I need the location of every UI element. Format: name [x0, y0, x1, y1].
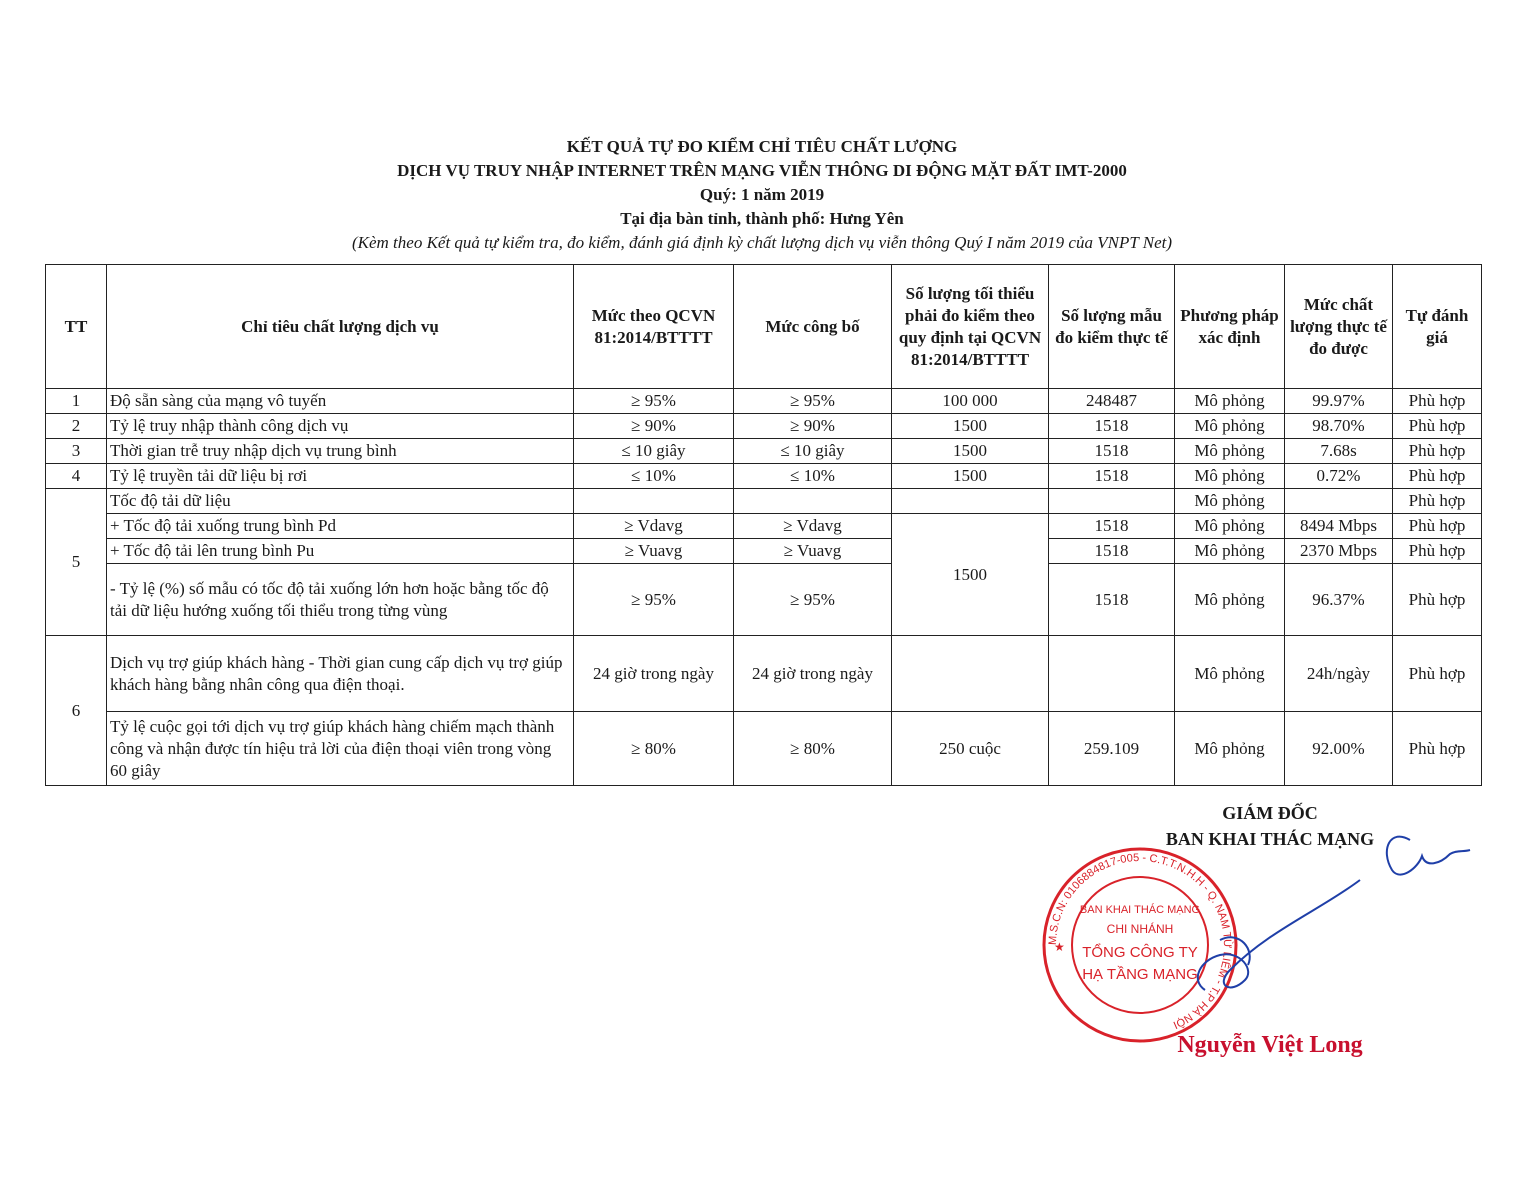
cell-phuong-phap: Mô phỏng	[1175, 414, 1285, 439]
cell-qcvn	[574, 489, 734, 514]
cell-danh-gia: Phù hợp	[1393, 389, 1482, 414]
cell-tt: 1	[46, 389, 107, 414]
cell-qcvn: ≤ 10 giây	[574, 439, 734, 464]
cell-thuc-te: 1518	[1049, 539, 1175, 564]
report-quarter: Quý: 1 năm 2019	[699, 185, 825, 204]
stamp-outer-text: M.S.C.N: 0106884817-005 - C.T.T.N.H.H - Q. NAM TỪ LIÊM - T.P HÀ NỘI	[1046, 851, 1234, 1031]
cell-danh-gia: Phù hợp	[1393, 539, 1482, 564]
cell-chi-tieu: Dịch vụ trợ giúp khách hàng - Thời gian cung cấp dịch vụ trợ giúp khách hàng bằng nhân công qua điện thoại.	[107, 636, 574, 712]
cell-chi-tieu: + Tốc độ tải xuống trung bình Pd	[107, 514, 574, 539]
cell-phuong-phap: Mô phỏng	[1175, 464, 1285, 489]
cell-phuong-phap: Mô phỏng	[1175, 439, 1285, 464]
cell-thuc-te: 248487	[1049, 389, 1175, 414]
col-header-danh-gia: Tự đánh giá	[1393, 265, 1482, 389]
cell-chi-tieu: + Tốc độ tải lên trung bình Pu	[107, 539, 574, 564]
cell-toi-thieu	[892, 489, 1049, 514]
cell-toi-thieu: 1500	[892, 464, 1049, 489]
table-row	[46, 514, 1482, 539]
cell-danh-gia: Phù hợp	[1393, 564, 1482, 636]
cell-ket-qua: 99.97%	[1285, 389, 1393, 414]
cell-toi-thieu: 1500	[892, 439, 1049, 464]
cell-chi-tieu: Tốc độ tải dữ liệu	[107, 489, 574, 514]
cell-toi-thieu: 250 cuộc	[892, 712, 1049, 786]
cell-chi-tieu: Độ sẵn sàng của mạng vô tuyến	[107, 389, 574, 414]
cell-thuc-te: 1518	[1049, 564, 1175, 636]
table-row	[46, 636, 1482, 712]
cell-phuong-phap: Mô phỏng	[1175, 389, 1285, 414]
cell-qcvn: ≥ Vuavg	[574, 539, 734, 564]
table-row	[46, 489, 1482, 514]
cell-phuong-phap: Mô phỏng	[1175, 514, 1285, 539]
col-header-thuc-te: Số lượng mẫu đo kiểm thực tế	[1049, 265, 1175, 389]
cell-thuc-te: 1518	[1049, 439, 1175, 464]
cell-cong-bo: ≤ 10 giây	[734, 439, 892, 464]
cell-chi-tieu: Tỷ lệ truy nhập thành công dịch vụ	[107, 414, 574, 439]
cell-phuong-phap: Mô phỏng	[1175, 636, 1285, 712]
signer-title: GIÁM ĐỐC	[1222, 803, 1318, 823]
col-header-qcvn: Mức theo QCVN 81:2014/BTTTT	[574, 265, 734, 389]
cell-phuong-phap: Mô phỏng	[1175, 712, 1285, 786]
cell-cong-bo: ≥ 95%	[734, 389, 892, 414]
stamp-star-icon: ★	[1054, 940, 1065, 954]
signer-name: Nguyễn Việt Long	[1177, 1032, 1363, 1058]
report-title: KẾT QUẢ TỰ ĐO KIỂM CHỈ TIÊU CHẤT LƯỢNG	[566, 137, 958, 156]
cell-ket-qua: 98.70%	[1285, 414, 1393, 439]
col-header-tt: TT	[46, 265, 107, 389]
report-note: (Kèm theo Kết quả tự kiểm tra, đo kiểm, đánh giá định kỳ chất lượng dịch vụ viễn thông Quý I năm 2019 của VNPT Net)	[351, 233, 1173, 252]
cell-chi-tieu: Thời gian trễ truy nhập dịch vụ trung bình	[107, 439, 574, 464]
cell-cong-bo: 24 giờ trong ngày	[734, 636, 892, 712]
cell-danh-gia: Phù hợp	[1393, 514, 1482, 539]
cell-qcvn: ≥ 80%	[574, 712, 734, 786]
cell-thuc-te: 1518	[1049, 414, 1175, 439]
cell-chi-tieu: Tỷ lệ truyền tải dữ liệu bị rơi	[107, 464, 574, 489]
cell-cong-bo: ≥ 95%	[734, 564, 892, 636]
col-header-chi-tieu: Chỉ tiêu chất lượng dịch vụ	[107, 265, 574, 389]
cell-toi-thieu: 1500	[892, 414, 1049, 439]
document-header	[0, 135, 1524, 255]
report-location: Tại địa bàn tỉnh, thành phố: Hưng Yên	[620, 209, 904, 228]
cell-ket-qua: 2370 Mbps	[1285, 539, 1393, 564]
cell-thuc-te: 1518	[1049, 464, 1175, 489]
table-row	[46, 712, 1482, 786]
cell-cong-bo: ≤ 10%	[734, 464, 892, 489]
cell-cong-bo: ≥ 80%	[734, 712, 892, 786]
cell-tt: 5	[46, 489, 107, 636]
cell-danh-gia: Phù hợp	[1393, 439, 1482, 464]
table-row	[46, 564, 1482, 636]
cell-ket-qua: 92.00%	[1285, 712, 1393, 786]
cell-qcvn: ≥ 90%	[574, 414, 734, 439]
cell-tt: 4	[46, 464, 107, 489]
table-header-row	[46, 265, 1482, 389]
stamp-text-line4: HẠ TẦNG MẠNG	[1082, 966, 1198, 983]
cell-ket-qua: 96.37%	[1285, 564, 1393, 636]
cell-ket-qua: 7.68s	[1285, 439, 1393, 464]
cell-qcvn: ≤ 10%	[574, 464, 734, 489]
cell-danh-gia: Phù hợp	[1393, 636, 1482, 712]
cell-tt: 3	[46, 439, 107, 464]
cell-ket-qua: 0.72%	[1285, 464, 1393, 489]
stamp-text-line2: CHI NHÁNH	[1106, 922, 1174, 936]
table-row	[46, 389, 1482, 414]
cell-chi-tieu: - Tỷ lệ (%) số mẫu có tốc độ tải xuống lớn hơn hoặc bằng tốc độ tải dữ liệu hướng xuống tối thiểu trong từng vùng	[107, 564, 574, 636]
col-header-toi-thieu: Số lượng tối thiểu phải đo kiểm theo quy định tại QCVN 81:2014/BTTTT	[892, 265, 1049, 389]
table-row	[46, 439, 1482, 464]
cell-tt: 2	[46, 414, 107, 439]
stamp-text-line1: BAN KHAI THÁC MẠNG	[1079, 904, 1201, 916]
cell-chi-tieu: Tỷ lệ cuộc gọi tới dịch vụ trợ giúp khách hàng chiếm mạch thành công và nhận được tín hiệu trả lời của điện thoại viên trong vòng 60 giây	[107, 712, 574, 786]
cell-danh-gia: Phù hợp	[1393, 464, 1482, 489]
cell-qcvn: ≥ Vdavg	[574, 514, 734, 539]
cell-cong-bo: ≥ Vuavg	[734, 539, 892, 564]
cell-phuong-phap: Mô phỏng	[1175, 489, 1285, 514]
cell-toi-thieu: 100 000	[892, 389, 1049, 414]
cell-qcvn: ≥ 95%	[574, 389, 734, 414]
col-header-ket-qua: Mức chất lượng thực tế đo được	[1285, 265, 1393, 389]
cell-danh-gia: Phù hợp	[1393, 489, 1482, 514]
cell-danh-gia: Phù hợp	[1393, 414, 1482, 439]
cell-tt: 6	[46, 636, 107, 786]
report-subtitle: DỊCH VỤ TRUY NHẬP INTERNET TRÊN MẠNG VIỄN THÔNG DI ĐỘNG MẶT ĐẤT IMT-2000	[397, 161, 1127, 180]
cell-cong-bo: ≥ Vdavg	[734, 514, 892, 539]
cell-cong-bo: ≥ 90%	[734, 414, 892, 439]
cell-ket-qua: 8494 Mbps	[1285, 514, 1393, 539]
cell-thuc-te	[1049, 636, 1175, 712]
cell-thuc-te: 259.109	[1049, 712, 1175, 786]
signer-department: BAN KHAI THÁC MẠNG	[1165, 829, 1375, 849]
cell-toi-thieu: 1500	[892, 514, 1049, 636]
cell-qcvn: ≥ 95%	[574, 564, 734, 636]
quality-results-table	[45, 264, 1482, 786]
table-row	[46, 464, 1482, 489]
cell-ket-qua: 24h/ngày	[1285, 636, 1393, 712]
cell-thuc-te: 1518	[1049, 514, 1175, 539]
table-row	[46, 539, 1482, 564]
cell-cong-bo	[734, 489, 892, 514]
cell-toi-thieu	[892, 636, 1049, 712]
stamp-text-line3: TỔNG CÔNG TY	[1082, 944, 1198, 961]
cell-ket-qua	[1285, 489, 1393, 514]
cell-phuong-phap: Mô phỏng	[1175, 539, 1285, 564]
col-header-phuong-phap: Phương pháp xác định	[1175, 265, 1285, 389]
col-header-cong-bo: Mức công bố	[734, 265, 892, 389]
cell-phuong-phap: Mô phỏng	[1175, 564, 1285, 636]
cell-danh-gia: Phù hợp	[1393, 712, 1482, 786]
cell-qcvn: 24 giờ trong ngày	[574, 636, 734, 712]
table-row	[46, 414, 1482, 439]
cell-thuc-te	[1049, 489, 1175, 514]
